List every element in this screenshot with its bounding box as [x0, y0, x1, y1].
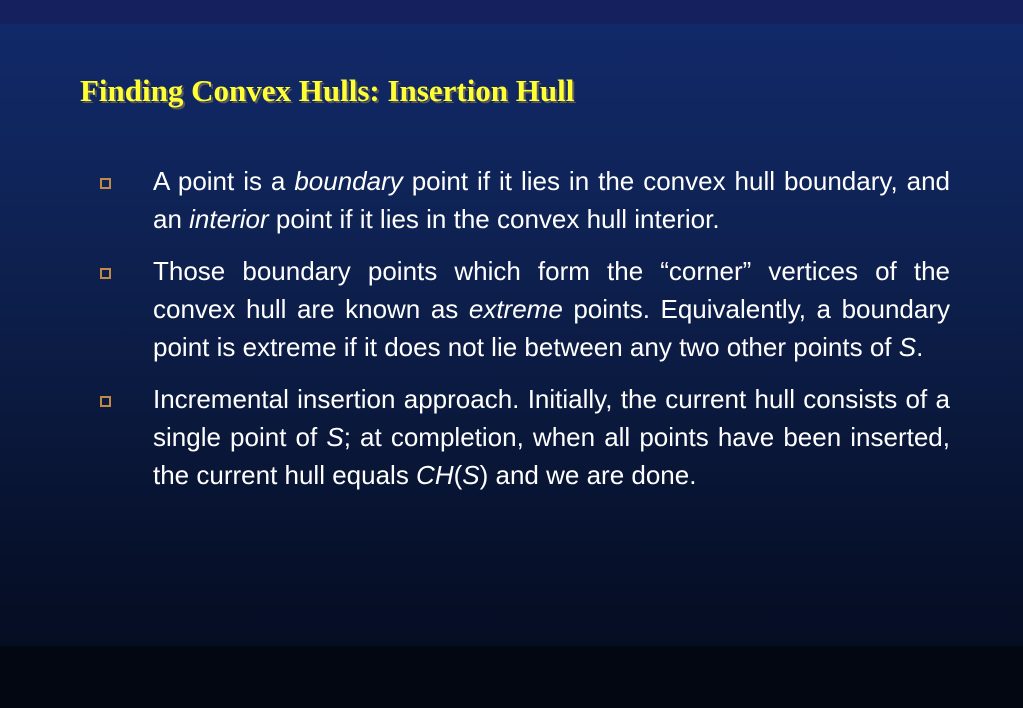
top-band — [0, 0, 1023, 24]
symbol-ch: CH — [416, 460, 454, 490]
bottom-band — [0, 646, 1023, 708]
bullet-item — [96, 380, 950, 494]
text-segment: ; at completion, when all points have been inserted, the current hull equals — [153, 422, 950, 490]
symbol-s: S — [326, 422, 344, 452]
text-segment: points. Equivalently, a boundary point is extreme if it does not lie between any two other points of — [153, 294, 950, 362]
term-boundary: boundary — [294, 166, 403, 196]
symbol-s: S — [462, 460, 480, 490]
text-segment: Those boundary points which form the “corner” vertices of the convex hull are known as — [153, 256, 950, 324]
text-segment: Incremental insertion approach. Initially, the current hull consists of a single point of — [153, 384, 950, 452]
text-segment: A point is a — [153, 166, 295, 196]
text-segment: . — [916, 332, 924, 362]
text-segment: point if it lies in the convex hull boundary, and an — [153, 166, 951, 234]
bullet-text — [153, 252, 950, 366]
slide-title: Finding Convex Hulls: Insertion Hull — [80, 73, 575, 108]
text-segment: point if it lies in the convex hull interior. — [268, 204, 720, 234]
hollow-square-bullet-icon — [100, 178, 111, 189]
term-interior: interior — [189, 204, 269, 234]
hollow-square-bullet-icon — [100, 268, 111, 279]
bullet-text — [153, 380, 950, 494]
text-segment: ( — [453, 460, 463, 490]
bullet-text — [153, 162, 950, 238]
bullet-item — [96, 252, 950, 366]
hollow-square-bullet-icon — [100, 396, 111, 407]
bullet-list — [96, 162, 950, 508]
symbol-s: S — [898, 332, 917, 362]
text-segment: ) and we are done. — [479, 460, 697, 490]
term-extreme: extreme — [468, 294, 563, 324]
bullet-item — [96, 162, 950, 238]
